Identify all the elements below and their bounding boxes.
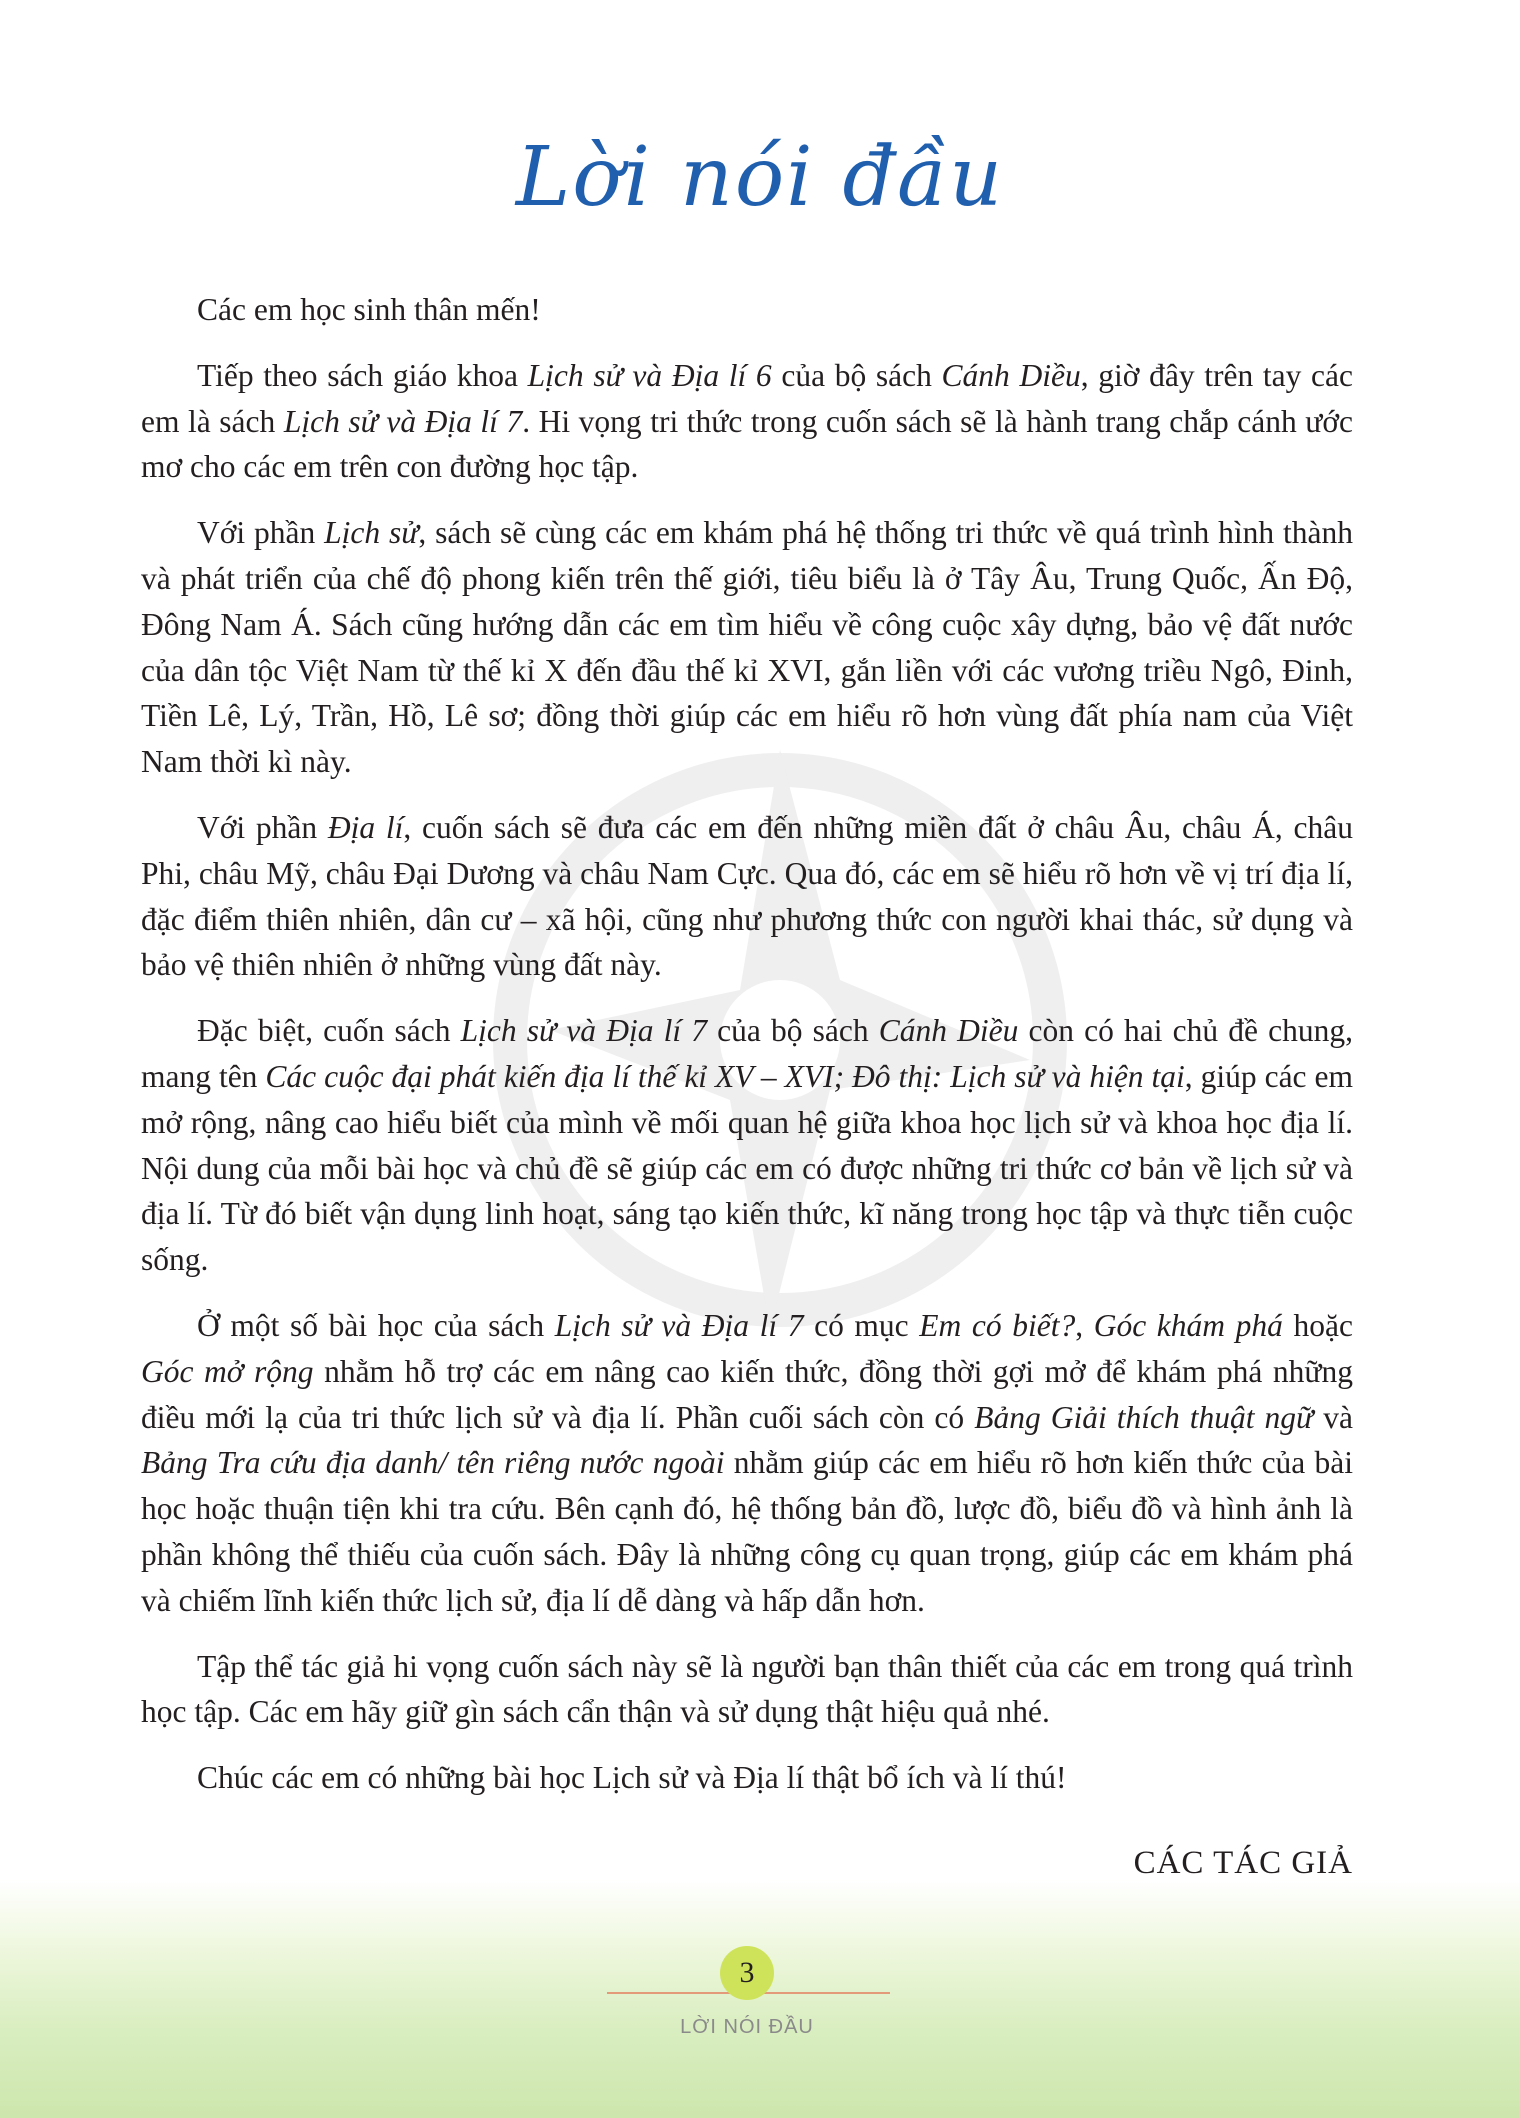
paragraph [141, 1008, 1353, 1283]
paragraph [141, 1303, 1353, 1624]
italic-text: Lịch sử và Địa lí 7 [460, 1013, 707, 1049]
italic-text: Lịch sử và Địa lí 7 [554, 1307, 804, 1343]
text-segment: của bộ sách [706, 1013, 879, 1049]
text-segment: Tiếp theo sách giáo khoa [197, 357, 528, 393]
italic-text: Cánh Diều [878, 1013, 1019, 1049]
text-segment: . Hi vọng tri thức trong cuốn sách sẽ là hành trang chắp cánh ước mơ cho các em trên con đường học tập. [141, 403, 1353, 485]
text-segment: , cuốn sách sẽ đưa các em đến những miền đất ở châu Âu, châu Á, châu Phi, châu Mỹ, châu Đại Dương và châu Nam Cực. Qua đó, các em sẽ hiểu rõ hơn về vị trí địa lí, đặc điểm thiên nhiên, dân cư – xã hội, cũng như phương thức con người khai thác, sử dụng và bảo vệ thiên nhiên ở những vùng đất này. [141, 809, 1353, 983]
text-segment: , giúp các em mở rộng, nâng cao hiểu biết của mình về mối quan hệ giữa khoa học lịch sử và khoa học địa lí. Nội dung của mỗi bài học và chủ đề sẽ giúp các em có được những tri thức cơ bản về lịch sử và địa lí. Từ đó biết vận dụng linh hoạt, sáng tạo kiến thức, kĩ năng trong học tập và thực tiễn cuộc sống. [141, 1058, 1353, 1278]
signature: CÁC TÁC GIẢ [1133, 1845, 1353, 1881]
paragraph [141, 510, 1353, 785]
text-segment: nhằm hỗ trợ các em nâng cao kiến thức, đồng thời gợi mở để khám phá những điều mới lạ của tri thức lịch sử và địa lí. Phần cuối sách còn có [141, 1353, 1353, 1435]
italic-text: Lịch sử và Địa lí 7 [283, 403, 523, 439]
text-segment: hoặc [1282, 1307, 1353, 1343]
body-text [141, 287, 1353, 1821]
text-segment: Đặc biệt, cuốn sách [197, 1013, 461, 1049]
text-segment: Chúc các em có những bài học Lịch sử và Địa lí thật bổ ích và lí thú! [197, 1760, 1067, 1796]
text-segment: và [1313, 1399, 1353, 1435]
paragraph [141, 353, 1353, 490]
paragraph [141, 1644, 1353, 1736]
footer-section-label: LỜI NÓI ĐẦU [680, 2016, 814, 2038]
italic-text: Cánh Diều [941, 357, 1081, 393]
italic-text: Bảng Tra cứu địa danh/ tên riêng nước ngoài [141, 1445, 725, 1481]
text-segment: Với phần [197, 809, 328, 845]
italic-text: Góc khám phá [1093, 1307, 1283, 1343]
text-segment: nhằm giúp các em hiểu rõ hơn kiến thức của bài học hoặc thuận tiện khi tra cứu. Bên cạnh đó, hệ thống bản đồ, lược đồ, biểu đồ và hình ảnh là phần không thể thiếu của cuốn sách. Đây là những công cụ quan trọng, giúp các em khám phá và chiếm lĩnh kiến thức lịch sử, địa lí dễ dàng và hấp dẫn hơn. [141, 1445, 1353, 1618]
italic-text: Lịch sử [324, 515, 419, 551]
text-segment: có mục [803, 1307, 920, 1343]
italic-text: Các cuộc đại phát kiến địa lí thế kỉ XV – XVI; Đô thị: Lịch sử và hiện tại [265, 1058, 1185, 1094]
text-segment: Tập thể tác giả hi vọng cuốn sách này sẽ là người bạn thân thiết của các em trong quá trình học tập. Các em hãy giữ gìn sách cẩn thận và sử dụng thật hiệu quả nhé. [141, 1648, 1353, 1730]
italic-text: Bảng Giải thích thuật ngữ [974, 1399, 1314, 1435]
italic-text: Địa lí [327, 809, 404, 845]
text-segment: còn có hai chủ đề chung, mang tên [141, 1013, 1353, 1094]
greeting: Các em học sinh thân mến! [197, 292, 541, 327]
text-segment: , sách sẽ cùng các em khám phá hệ thống tri thức về quá trình hình thành và phát triển của chế độ phong kiến trên thế giới, tiêu biểu là ở Tây Âu, Trung Quốc, Ấn Độ, Đông Nam Á. Sách cũng hướng dẫn các em tìm hiểu về công cuộc xây dựng, bảo vệ đất nước của dân tộc Việt Nam từ thế kỉ X đến đầu thế kỉ XVI, gắn liền với các vương triều Ngô, Đinh, Tiền Lê, Lý, Trần, Hồ, Lê sơ; đồng thời giúp các em hiểu rõ hơn vùng đất phía nam của Việt Nam thời kì này. [141, 515, 1353, 780]
paragraph [141, 805, 1353, 988]
italic-text: Em có biết? [919, 1307, 1076, 1343]
text-segment: , [1075, 1307, 1094, 1343]
italic-text: Lịch sử và Địa lí 6 [527, 357, 772, 393]
text-segment: Ở một số bài học của sách [197, 1307, 555, 1343]
page-title: Lời nói đầu [515, 130, 1005, 225]
italic-text: Góc mở rộng [141, 1353, 314, 1389]
text-segment: Với phần [197, 515, 325, 551]
text-segment: của bộ sách [771, 357, 942, 393]
page-number: 3 [720, 1946, 774, 2000]
paragraph [141, 1755, 1353, 1801]
text-segment: , giờ đây trên tay các em là sách [141, 357, 1353, 439]
